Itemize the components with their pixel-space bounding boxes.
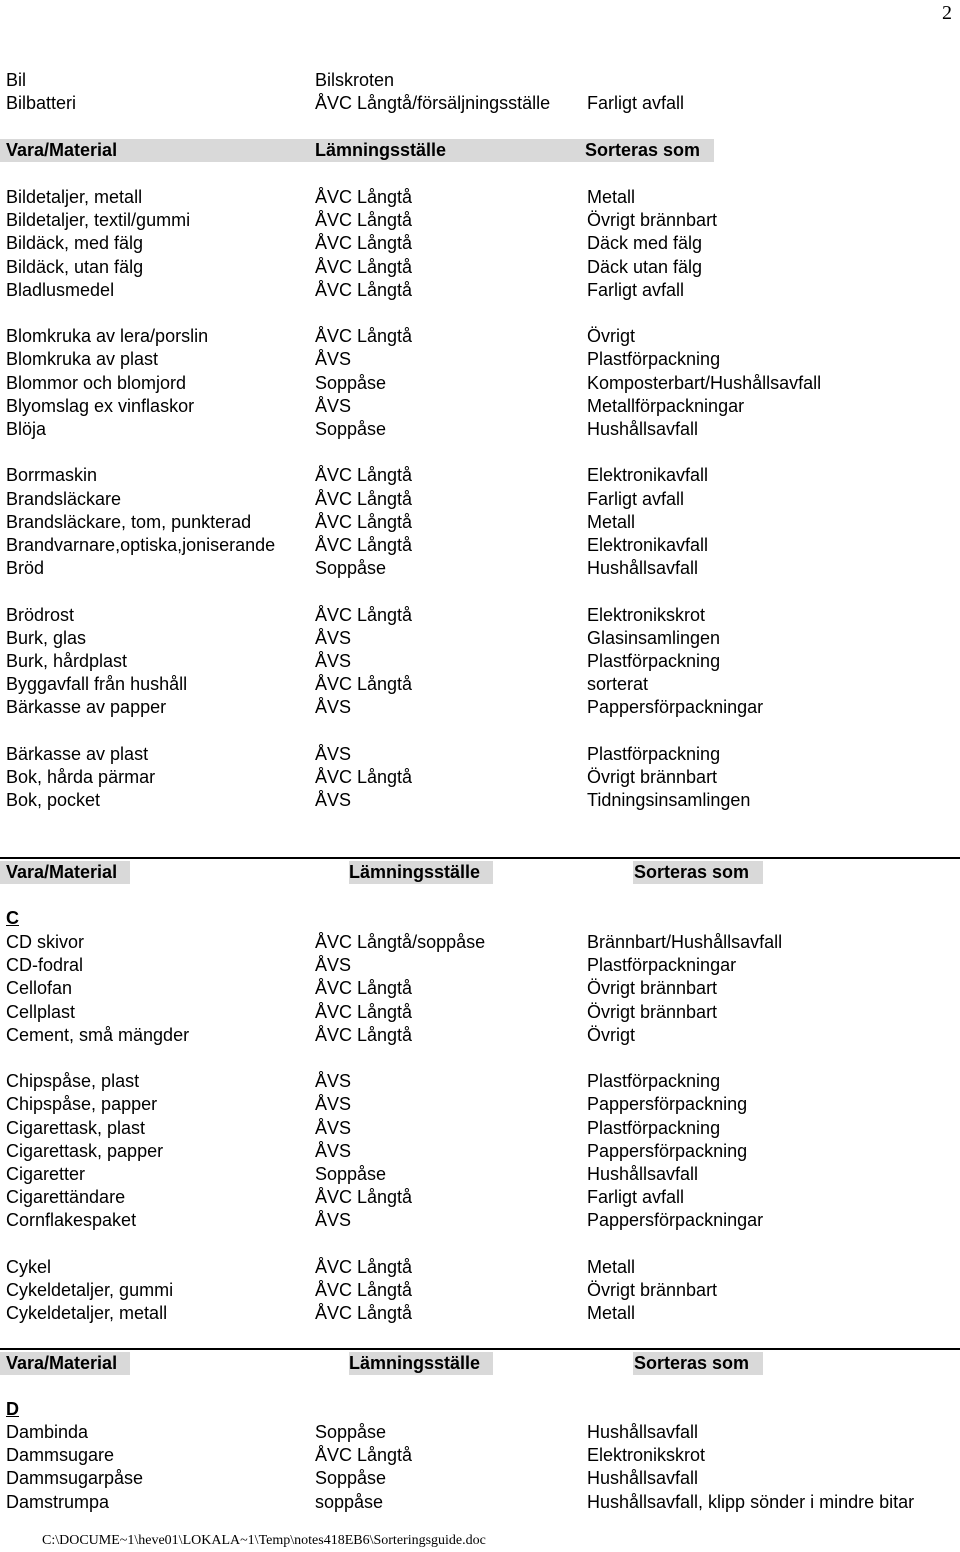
item-cell: Bröd (6, 558, 45, 578)
table-row (0, 1001, 960, 1024)
item-cell: Blyomslag ex vinflaskor (6, 396, 195, 416)
sort-cell: Metall (587, 1303, 636, 1323)
item-cell: Bladlusmedel (6, 280, 115, 300)
place-cell: ÅVC Långtå/soppåse (315, 932, 486, 952)
page-number: 2 (942, 2, 952, 24)
table-row (0, 1117, 960, 1140)
table-row (0, 1279, 960, 1302)
place-cell: Bilskroten (315, 70, 395, 90)
sort-cell: Däck utan fälg (587, 257, 703, 277)
header-rule (0, 1348, 960, 1350)
table-row (0, 418, 960, 441)
sort-cell: Övrigt brännbart (587, 210, 718, 230)
item-cell: Bildäck, utan fälg (6, 257, 144, 277)
item-cell: Bok, hårda pärmar (6, 767, 156, 787)
header-place: Lämningsställe (349, 862, 481, 882)
place-cell: ÅVC Långtå (315, 210, 413, 230)
sort-cell: Metall (587, 512, 636, 532)
place-cell: Soppåse (315, 558, 387, 578)
table-row (0, 1491, 960, 1514)
place-cell: ÅVC Långtå (315, 1445, 413, 1465)
table-row (0, 1444, 960, 1467)
item-cell: Blöja (6, 419, 47, 439)
place-cell: ÅVC Långtå (315, 512, 413, 532)
item-cell: Cykeldetaljer, metall (6, 1303, 168, 1323)
sort-cell: sorterat (587, 674, 649, 694)
sort-cell: Övrigt (587, 1025, 636, 1045)
table-row (0, 1421, 960, 1444)
place-cell: ÅVS (315, 955, 352, 975)
item-cell: Blomkruka av lera/porslin (6, 326, 209, 346)
table-row (0, 604, 960, 627)
sort-cell: Pappersförpackning (587, 1094, 748, 1114)
table-row (0, 279, 960, 302)
item-cell: Bildetaljer, metall (6, 187, 143, 207)
place-cell: Soppåse (315, 1422, 387, 1442)
table-row (0, 1093, 960, 1116)
table-row (0, 464, 960, 487)
item-cell: Blomkruka av plast (6, 349, 159, 369)
table-row (0, 348, 960, 371)
sort-cell: Hushållsavfall, klipp sönder i mindre bitar (587, 1492, 915, 1512)
item-cell: Chipspåse, papper (6, 1094, 158, 1114)
table-header (0, 139, 960, 162)
item-cell: Bärkasse av plast (6, 744, 149, 764)
place-cell: ÅVS (315, 349, 352, 369)
sort-cell: Plastförpackningar (587, 955, 737, 975)
table-row (0, 92, 960, 115)
item-cell: Cigarettask, papper (6, 1141, 164, 1161)
header-item: Vara/Material (6, 1353, 118, 1373)
place-cell: ÅVC Långtå (315, 674, 413, 694)
table-row (0, 673, 960, 696)
table-row (0, 650, 960, 673)
place-cell: ÅVC Långtå (315, 978, 413, 998)
place-cell: ÅVC Långtå (315, 489, 413, 509)
item-cell: Cykeldetaljer, gummi (6, 1280, 174, 1300)
sort-cell: Glasinsamlingen (587, 628, 721, 648)
table-row (0, 1140, 960, 1163)
place-cell: ÅVC Långtå (315, 1257, 413, 1277)
sort-cell: Övrigt (587, 326, 636, 346)
sort-cell: Brännbart/Hushållsavfall (587, 932, 783, 952)
item-cell: Brödrost (6, 605, 75, 625)
place-cell: ÅVS (315, 1210, 352, 1230)
table-row (0, 209, 960, 232)
footer-file-path: C:\DOCUME~1\heve01\LOKALA~1\Temp\notes418EB6\Sorteringsguide.doc (42, 1533, 486, 1548)
place-cell: Soppåse (315, 419, 387, 439)
place-cell: ÅVC Långtå (315, 187, 413, 207)
sort-cell: Elektronikskrot (587, 605, 706, 625)
item-cell: Brandvarnare,optiska,joniserande (6, 535, 276, 555)
place-cell: ÅVC Långtå (315, 605, 413, 625)
table-row (0, 186, 960, 209)
table-row (0, 372, 960, 395)
table-row (0, 395, 960, 418)
place-cell: ÅVS (315, 396, 352, 416)
table-row (0, 627, 960, 650)
table-row (0, 931, 960, 954)
item-cell: Blommor och blomjord (6, 373, 187, 393)
sort-cell: Plastförpackning (587, 1071, 721, 1091)
sort-cell: Tidningsinsamlingen (587, 790, 751, 810)
table-row (0, 1209, 960, 1232)
table-row (0, 1024, 960, 1047)
place-cell: ÅVC Långtå (315, 767, 413, 787)
sort-cell: Elektronikskrot (587, 1445, 706, 1465)
table-row (0, 488, 960, 511)
sort-cell: Hushållsavfall (587, 419, 699, 439)
header-sort: Sorteras som (634, 862, 750, 882)
sort-cell: Hushållsavfall (587, 1468, 699, 1488)
table-row (0, 1163, 960, 1186)
place-cell: ÅVC Långtå (315, 257, 413, 277)
place-cell: soppåse (315, 1492, 384, 1512)
sort-cell: Metall (587, 1257, 636, 1277)
header-rule (0, 857, 960, 859)
place-cell: ÅVS (315, 628, 352, 648)
item-cell: Chipspåse, plast (6, 1071, 140, 1091)
table-row (0, 766, 960, 789)
sort-cell: Farligt avfall (587, 280, 685, 300)
place-cell: ÅVC Långtå/försäljningsställe (315, 93, 551, 113)
place-cell: ÅVC Långtå (315, 535, 413, 555)
place-cell: Soppåse (315, 1164, 387, 1184)
sort-cell: Hushållsavfall (587, 1164, 699, 1184)
table-row (0, 557, 960, 580)
item-cell: Burk, glas (6, 628, 87, 648)
sort-cell: Elektronikavfall (587, 535, 709, 555)
place-cell: ÅVC Långtå (315, 233, 413, 253)
header-place: Lämningsställe (349, 1353, 481, 1373)
place-cell: ÅVC Långtå (315, 1280, 413, 1300)
sort-cell: Metallförpackningar (587, 396, 745, 416)
item-cell: Cigaretter (6, 1164, 86, 1184)
sort-cell: Metall (587, 187, 636, 207)
table-row (0, 696, 960, 719)
place-cell: ÅVC Långtå (315, 1002, 413, 1022)
place-cell: ÅVS (315, 790, 352, 810)
sort-cell: Farligt avfall (587, 489, 685, 509)
table-row (0, 1070, 960, 1093)
item-cell: Cornflakespaket (6, 1210, 137, 1230)
item-cell: Bok, pocket (6, 790, 101, 810)
table-row (0, 1186, 960, 1209)
table-row (0, 1467, 960, 1490)
item-cell: Brandsläckare, tom, punkterad (6, 512, 252, 532)
place-cell: ÅVS (315, 1118, 352, 1138)
place-cell: ÅVS (315, 697, 352, 717)
item-cell: Bilbatteri (6, 93, 77, 113)
item-cell: Brandsläckare (6, 489, 122, 509)
sort-cell: Hushållsavfall (587, 1422, 699, 1442)
sort-cell: Elektronikavfall (587, 465, 709, 485)
table-row (0, 511, 960, 534)
item-cell: CD skivor (6, 932, 85, 952)
place-cell: Soppåse (315, 373, 387, 393)
section-letter-d: D (6, 1399, 19, 1419)
sort-cell: Farligt avfall (587, 93, 685, 113)
item-cell: Cigarettask, plast (6, 1118, 146, 1138)
sort-cell: Pappersförpackningar (587, 697, 764, 717)
table-row (0, 743, 960, 766)
table-row (0, 1302, 960, 1325)
table-header (0, 861, 960, 884)
header-sort: Sorteras som (585, 140, 701, 160)
item-cell: Bil (6, 70, 27, 90)
place-cell: ÅVS (315, 1094, 352, 1114)
place-cell: ÅVC Långtå (315, 465, 413, 485)
sort-cell: Plastförpackning (587, 651, 721, 671)
item-cell: Dammsugare (6, 1445, 115, 1465)
item-cell: Bärkasse av papper (6, 697, 167, 717)
table-row (0, 325, 960, 348)
header-sort: Sorteras som (634, 1353, 750, 1373)
table-row (0, 954, 960, 977)
table-row (0, 1256, 960, 1279)
item-cell: Burk, hårdplast (6, 651, 128, 671)
header-place: Lämningsställe (315, 140, 447, 160)
sort-cell: Hushållsavfall (587, 558, 699, 578)
sort-cell: Övrigt brännbart (587, 767, 718, 787)
header-item: Vara/Material (6, 862, 118, 882)
section-letter-c: C (6, 908, 19, 928)
sort-cell: Plastförpackning (587, 349, 721, 369)
item-cell: Cykel (6, 1257, 52, 1277)
sort-cell: Pappersförpackningar (587, 1210, 764, 1230)
item-cell: Cigarettändare (6, 1187, 126, 1207)
place-cell: ÅVS (315, 1141, 352, 1161)
item-cell: Cellofan (6, 978, 73, 998)
table-row (0, 69, 960, 92)
place-cell: ÅVC Långtå (315, 280, 413, 300)
sort-cell: Övrigt brännbart (587, 1002, 718, 1022)
table-row (0, 232, 960, 255)
place-cell: ÅVS (315, 651, 352, 671)
item-cell: Cement, små mängder (6, 1025, 190, 1045)
sort-cell: Farligt avfall (587, 1187, 685, 1207)
header-item: Vara/Material (6, 140, 118, 160)
table-row (0, 534, 960, 557)
place-cell: ÅVS (315, 1071, 352, 1091)
place-cell: ÅVC Långtå (315, 1025, 413, 1045)
sort-cell: Övrigt brännbart (587, 978, 718, 998)
item-cell: Bildäck, med fälg (6, 233, 144, 253)
sort-cell: Övrigt brännbart (587, 1280, 718, 1300)
table-row (0, 977, 960, 1000)
item-cell: Dambinda (6, 1422, 89, 1442)
sort-cell: Plastförpackning (587, 744, 721, 764)
sort-cell: Komposterbart/Hushållsavfall (587, 373, 822, 393)
item-cell: Damstrumpa (6, 1492, 110, 1512)
place-cell: Soppåse (315, 1468, 387, 1488)
place-cell: ÅVC Långtå (315, 326, 413, 346)
place-cell: ÅVC Långtå (315, 1303, 413, 1323)
item-cell: Cellplast (6, 1002, 76, 1022)
place-cell: ÅVC Långtå (315, 1187, 413, 1207)
item-cell: CD-fodral (6, 955, 84, 975)
sort-cell: Pappersförpackning (587, 1141, 748, 1161)
table-row (0, 256, 960, 279)
sort-cell: Plastförpackning (587, 1118, 721, 1138)
table-row (0, 789, 960, 812)
item-cell: Byggavfall från hushåll (6, 674, 188, 694)
table-header (0, 1352, 960, 1375)
item-cell: Dammsugarpåse (6, 1468, 144, 1488)
item-cell: Borrmaskin (6, 465, 98, 485)
place-cell: ÅVS (315, 744, 352, 764)
item-cell: Bildetaljer, textil/gummi (6, 210, 191, 230)
sort-cell: Däck med fälg (587, 233, 703, 253)
